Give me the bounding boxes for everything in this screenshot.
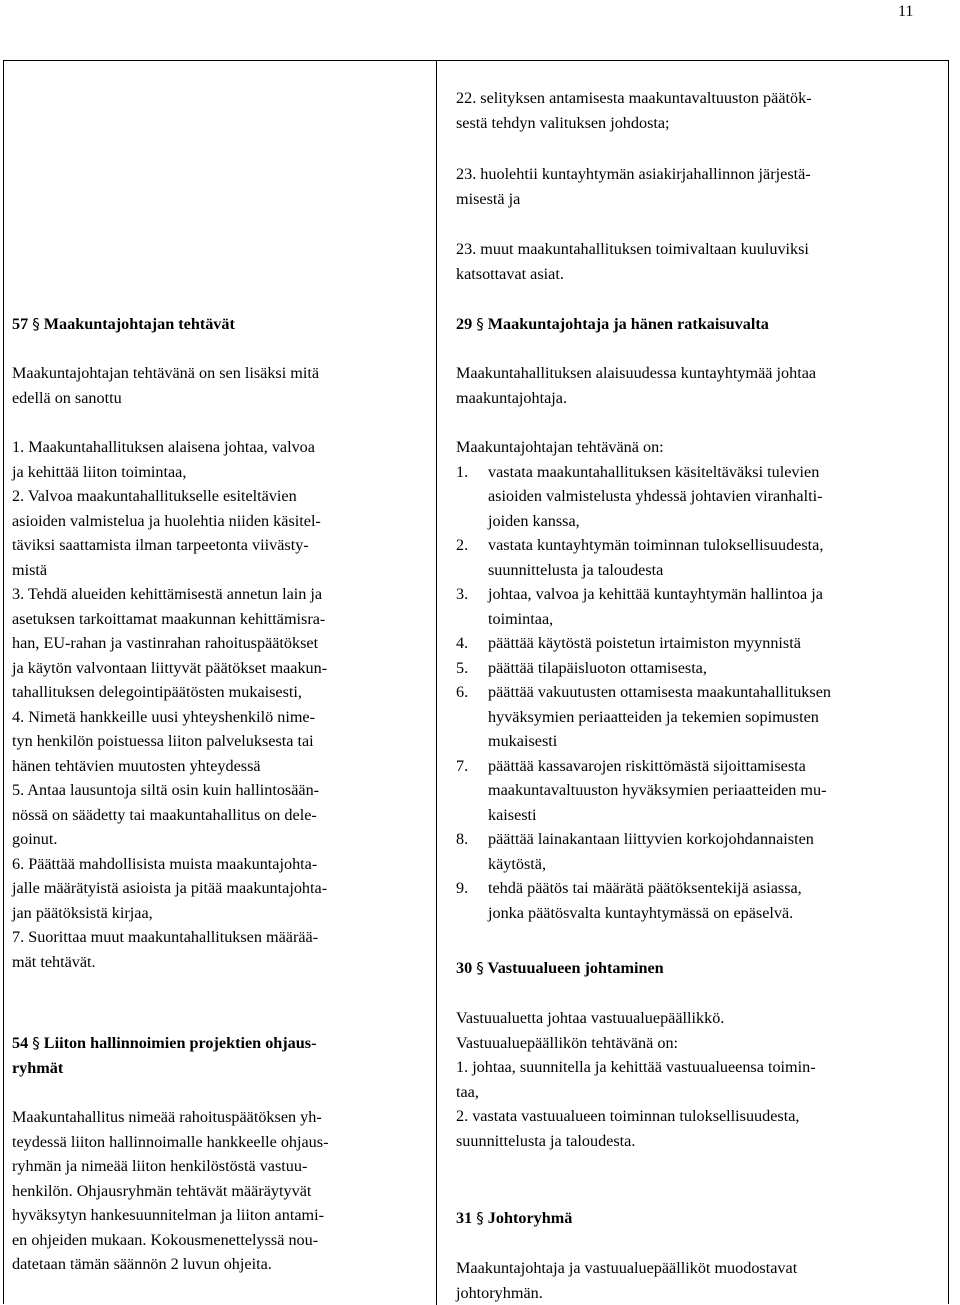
text-line: katsottavat asiat. — [456, 264, 564, 283]
list-item-text: päättää lainakantaan liittyvien korkojohdannaisten — [488, 830, 814, 848]
list-item-text: päättää tilapäisluoton ottamisesta, — [488, 658, 707, 677]
text-line: ryhmän ja nimeää liiton henkilöstöstä vastuu- — [12, 1157, 308, 1175]
text-line: 3. Tehdä alueiden kehittämisestä annetun lain ja — [12, 585, 323, 603]
text-line: täviksi saattamista ilman tarpeetonta viivästy- — [12, 536, 309, 554]
list-item-text: jonka päätösvalta kuntayhtymässä on epäselvä. — [488, 903, 794, 922]
list-item-text: vastata kuntayhtymän toiminnan tuloksellisuudesta, — [488, 536, 824, 554]
list-item-number: 9. — [456, 879, 469, 897]
text-line: 1. johtaa, suunnitella ja kehittää vastuualueensa toimin- — [456, 1058, 816, 1076]
section-31-heading — [456, 1206, 940, 1231]
section-symbol: § — [476, 315, 484, 333]
text-line: 2. Valvoa maakuntahallitukselle esiteltävien — [12, 487, 297, 505]
text-line: taa, — [456, 1082, 479, 1101]
text-line: Maakuntahallituksen alaisuudessa kuntayhtymää johtaa — [456, 364, 817, 382]
right-item-23b — [456, 237, 940, 286]
text-line: Vastuualuetta johtaa vastuualuepäällikkö. — [456, 1009, 725, 1027]
section-title: Maakuntajohtaja ja hänen ratkaisuvalta — [487, 315, 769, 333]
text-line: hyväksytyn hankesuunnitelman ja liiton antami- — [12, 1206, 324, 1224]
text-line: mistä — [12, 560, 48, 579]
list-item-number: 1. — [456, 462, 469, 481]
column-divider — [436, 60, 437, 1305]
text-line: johtoryhmän. — [456, 1283, 543, 1302]
text-line: goinut. — [12, 830, 58, 848]
list-item-text: päättää käytöstä poistetun irtaimiston myynnistä — [488, 634, 801, 652]
section-54-heading — [12, 1031, 424, 1080]
text-line: teydessä liiton hallinnoimalle hankkeelle ohjaus- — [12, 1132, 329, 1151]
text-line: 7. Suorittaa muut maakuntahallituksen määrää- — [12, 928, 319, 946]
list-item-number: 4. — [456, 634, 469, 652]
text-line: sestä tehdyn valituksen johdosta; — [456, 113, 670, 132]
section-symbol: § — [476, 959, 484, 977]
list-item-text: käytöstä, — [488, 854, 546, 873]
section-57-heading — [12, 312, 424, 337]
section-number: 31 — [456, 1209, 473, 1227]
text-line: misestä ja — [456, 189, 521, 208]
page-number: 11 — [898, 3, 914, 20]
list-item-text: päättää kassavarojen riskittömästä sijoittamisesta — [488, 756, 806, 775]
section-number: 57 — [12, 315, 29, 333]
section-symbol: § — [476, 1209, 484, 1227]
list-item-text: päättää vakuutusten ottamisesta maakuntahallituksen — [488, 683, 831, 701]
list-item — [456, 533, 940, 582]
text-line: 23. huolehtii kuntayhtymän asiakirjahallinnon järjestä- — [456, 165, 811, 183]
list-item — [456, 876, 940, 925]
list-item-number: 5. — [456, 658, 469, 677]
text-line: 5. Antaa lausuntoja siltä osin kuin hallintosään- — [12, 781, 320, 799]
text-line: henkilön. Ohjausryhmän tehtävät määräytyvät — [12, 1181, 312, 1200]
section-number: 54 — [12, 1034, 29, 1052]
list-item-number: 6. — [456, 683, 469, 701]
list-lead: Maakuntajohtajan tehtävänä on: — [456, 438, 664, 456]
text-line: tyn henkilön poistuessa liiton palveluksesta tai — [12, 732, 314, 750]
section-title: Vastuualueen johtaminen — [487, 959, 664, 977]
text-line: en ohjeiden mukaan. Kokousmenettelyssä nou- — [12, 1230, 319, 1249]
text-line: han, EU-rahan ja vastinrahan rahoituspäätökset — [12, 634, 319, 652]
list-item-text: kaisesti — [488, 805, 537, 824]
section-number: 30 — [456, 959, 473, 977]
section-title-cont: ryhmät — [12, 1058, 64, 1077]
text-line: mät tehtävät. — [12, 952, 96, 971]
text-line: 1. Maakuntahallituksen alaisena johtaa, valvoa — [12, 438, 315, 456]
text-line: Maakuntajohtajan tehtävänä on sen lisäksi mitä — [12, 364, 320, 382]
text-line: maakuntajohtaja. — [456, 388, 568, 407]
text-line: suunnittelusta ja taloudesta. — [456, 1131, 636, 1150]
list-item-text: tehdä päätös tai määrätä päätöksentekijä asiassa, — [488, 879, 802, 897]
text-line: Maakuntajohtaja ja vastuualuepäälliköt muodostavat — [456, 1259, 798, 1277]
list-item-text: asioiden valmistelusta yhdessä johtavien viranhalti- — [488, 487, 823, 505]
list-item — [456, 582, 940, 631]
list-item — [456, 680, 940, 754]
section-title: Johtoryhmä — [487, 1209, 573, 1227]
right-item-22 — [456, 86, 940, 135]
section-title: Maakuntajohtajan tehtävät — [43, 315, 235, 333]
text-line: 4. Nimetä hankkeille uusi yhteyshenkilö nime- — [12, 707, 316, 726]
text-line: Vastuualuepäällikön tehtävänä on: — [456, 1033, 679, 1052]
section-29-list — [456, 435, 940, 925]
section-29-heading — [456, 312, 940, 337]
list-item-text: joiden kanssa, — [488, 511, 580, 530]
text-line: edellä on sanottu — [12, 388, 122, 407]
section-29-intro — [456, 361, 940, 410]
right-item-23a — [456, 162, 940, 211]
list-item — [456, 754, 940, 828]
list-item-text: suunnittelusta ja taloudesta — [488, 560, 664, 579]
section-title: Liiton hallinnoimien projektien ohjaus- — [43, 1034, 317, 1052]
section-number: 29 — [456, 315, 473, 333]
list-item — [456, 460, 940, 534]
text-line: 6. Päättää mahdollisista muista maakuntajohta- — [12, 854, 318, 873]
text-line: jalle määrätyistä asioista ja pitää maakuntajohta- — [12, 879, 328, 897]
section-symbol: § — [32, 1034, 40, 1052]
list-item-number: 7. — [456, 756, 469, 775]
list-item — [456, 827, 940, 876]
list-item-text: mukaisesti — [488, 732, 558, 750]
text-line: nössä on säädetty tai maakuntahallitus on dele- — [12, 805, 317, 824]
list-item — [456, 656, 940, 681]
text-line: hänen tehtävien muutosten yhteydessä — [12, 756, 261, 775]
text-line: tahallituksen delegointipäätösten mukaisesti, — [12, 683, 302, 701]
list-item-number: 3. — [456, 585, 469, 603]
section-30-heading — [456, 956, 940, 981]
list-item-text: toimintaa, — [488, 609, 554, 628]
section-symbol: § — [32, 315, 40, 333]
text-line: 23. muut maakuntahallituksen toimivaltaan kuuluviksi — [456, 240, 809, 258]
text-line: asioiden valmistelua ja huolehtia niiden käsitel- — [12, 511, 321, 530]
section-31-body — [456, 1256, 940, 1305]
text-line: jan päätöksistä kirjaa, — [12, 903, 153, 922]
text-line: 22. selityksen antamisesta maakuntavaltuuston päätök- — [456, 89, 812, 107]
section-57-list — [12, 435, 424, 974]
list-item-text: maakuntavaltuuston hyväksymien periaatteiden mu- — [488, 781, 827, 799]
section-54-body — [12, 1105, 424, 1277]
text-line: ja käytön valvontaan liittyvät päätökset maakun- — [12, 658, 328, 677]
section-57-intro — [12, 361, 424, 410]
text-line: asetuksen tarkoittamat maakunnan kehittämisra- — [12, 609, 326, 628]
text-line: ja kehittää liiton toimintaa, — [12, 462, 187, 481]
list-item-text: vastata maakuntahallituksen käsiteltäväksi tulevien — [488, 462, 820, 481]
section-30-body — [456, 1006, 940, 1153]
list-item — [456, 631, 940, 656]
list-item-number: 8. — [456, 830, 469, 848]
list-item-text: johtaa, valvoa ja kehittää kuntayhtymän hallintoa ja — [488, 585, 823, 603]
list-item-text: hyväksymien periaatteiden ja tekemien sopimusten — [488, 707, 819, 726]
list-item-number: 2. — [456, 536, 469, 554]
text-line: 2. vastata vastuualueen toiminnan tuloksellisuudesta, — [456, 1107, 800, 1125]
text-line: Maakuntahallitus nimeää rahoituspäätöksen yh- — [12, 1108, 322, 1126]
text-line: datetaan tämän säännön 2 luvun ohjeita. — [12, 1255, 272, 1273]
